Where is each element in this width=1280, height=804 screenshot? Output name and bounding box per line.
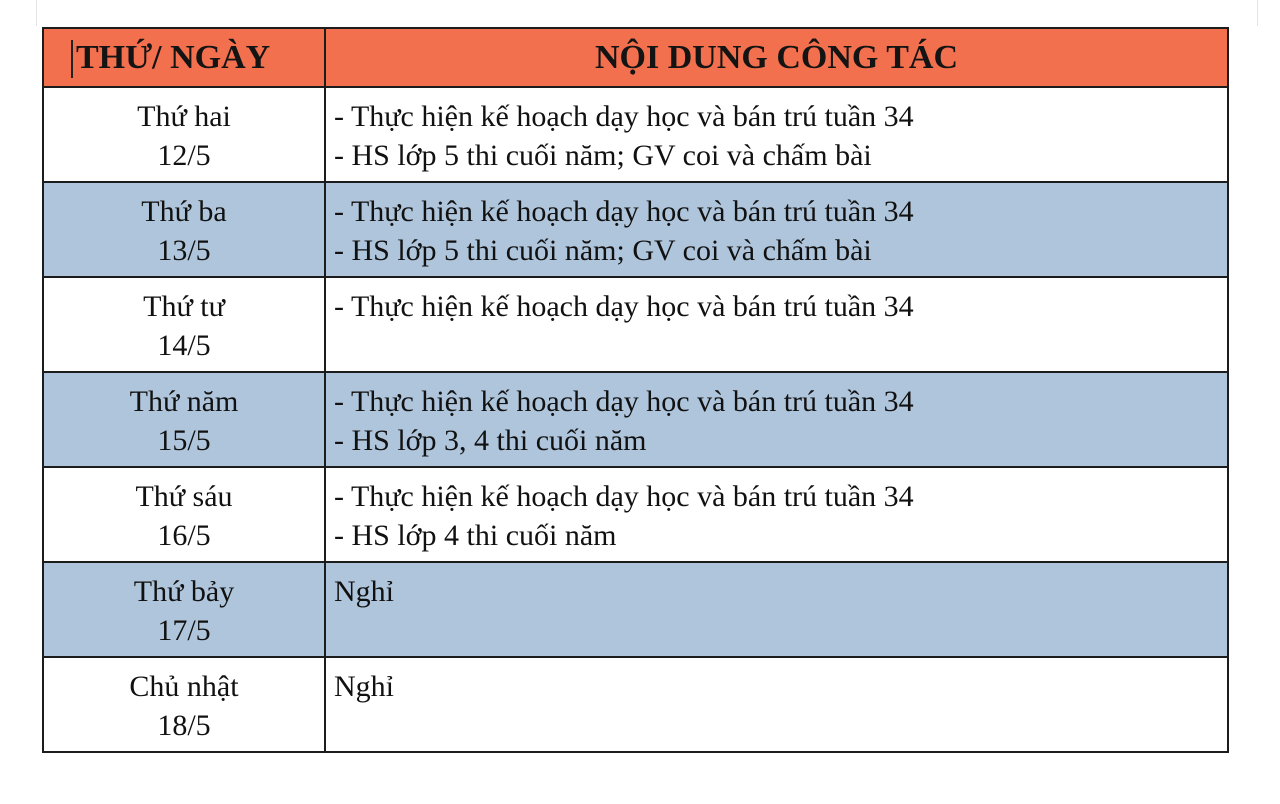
day-date: 18/5: [157, 709, 211, 742]
content-line: - Thực hiện kế hoạch dạy học và bán trú tuần 34: [334, 100, 914, 133]
content-line: - HS lớp 4 thi cuối năm: [334, 519, 617, 552]
day-name: Thứ tư: [143, 290, 225, 323]
schedule-table: [42, 27, 1229, 753]
content-line: - HS lớp 3, 4 thi cuối năm: [334, 424, 647, 457]
day-date: 17/5: [157, 614, 211, 647]
content-cell[interactable]: [325, 277, 1228, 372]
content-line: Nghỉ: [334, 575, 394, 608]
text-cursor: [71, 40, 73, 78]
day-cell[interactable]: [43, 657, 325, 752]
day-name: Thứ ba: [141, 195, 227, 228]
day-date: 13/5: [157, 234, 211, 267]
table-row: [43, 562, 1228, 657]
content-line: - Thực hiện kế hoạch dạy học và bán trú tuần 34: [334, 290, 914, 323]
content-line: Nghỉ: [334, 670, 394, 703]
day-name: Thứ sáu: [135, 480, 233, 513]
content-line: - Thực hiện kế hoạch dạy học và bán trú tuần 34: [334, 480, 914, 513]
header-day-label: THỨ/ NGÀY: [76, 38, 271, 76]
day-name: Thứ năm: [129, 385, 239, 418]
content-line: - Thực hiện kế hoạch dạy học và bán trú tuần 34: [334, 385, 914, 418]
content-cell[interactable]: [325, 87, 1228, 182]
day-cell[interactable]: [43, 372, 325, 467]
table-row: [43, 87, 1228, 182]
day-date: 15/5: [157, 424, 211, 457]
table-row: [43, 372, 1228, 467]
table-row: [43, 277, 1228, 372]
table-row: [43, 182, 1228, 277]
day-cell[interactable]: [43, 87, 325, 182]
content-line: - HS lớp 5 thi cuối năm; GV coi và chấm bài: [334, 139, 872, 172]
content-cell[interactable]: [325, 182, 1228, 277]
day-cell[interactable]: [43, 277, 325, 372]
day-name: Chủ nhật: [129, 670, 239, 703]
day-name: Thứ bảy: [133, 575, 235, 608]
header-content-label: NỘI DUNG CÔNG TÁC: [594, 38, 958, 76]
content-cell[interactable]: [325, 657, 1228, 752]
day-cell[interactable]: [43, 182, 325, 277]
day-date: 14/5: [157, 329, 211, 362]
content-cell[interactable]: [325, 467, 1228, 562]
day-name: Thứ hai: [137, 100, 231, 133]
header-day[interactable]: [43, 28, 325, 87]
content-line: - Thực hiện kế hoạch dạy học và bán trú tuần 34: [334, 195, 914, 228]
header-row: [43, 28, 1228, 87]
header-content[interactable]: [325, 28, 1228, 87]
day-cell[interactable]: [43, 562, 325, 657]
content-line: - HS lớp 5 thi cuối năm; GV coi và chấm bài: [334, 234, 872, 267]
content-cell[interactable]: [325, 372, 1228, 467]
page-edge: [36, 0, 1258, 26]
day-date: 16/5: [157, 519, 211, 552]
day-date: 12/5: [157, 139, 211, 172]
day-cell[interactable]: [43, 467, 325, 562]
content-cell[interactable]: [325, 562, 1228, 657]
table-row: [43, 467, 1228, 562]
table-row: [43, 657, 1228, 752]
